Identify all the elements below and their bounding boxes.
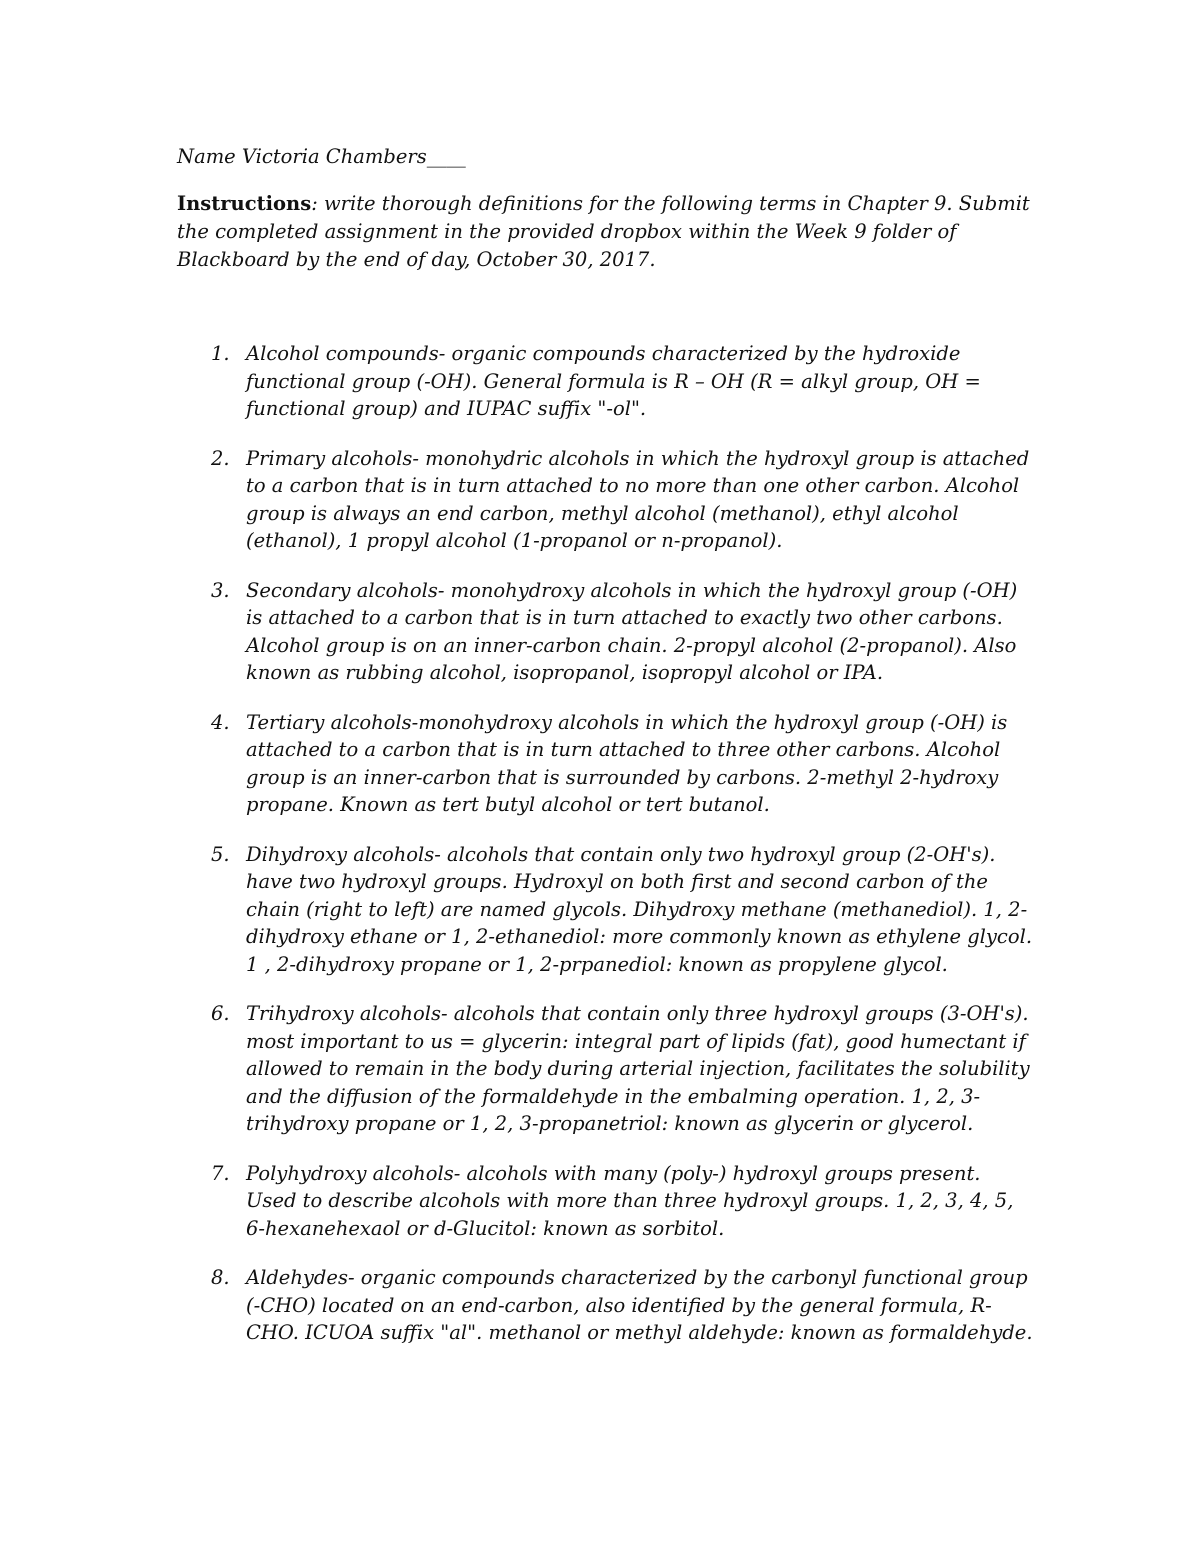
definition-item	[0, 1160, 1036, 1243]
definition-text: Trihydroxy alcohols- alcohols that contain only three hydroxyl groups (3-OH's). most important to us = glycerin: integral part of lipids (fat), good humectant if allowed to remain in the body during arterial injection, facilitates the solubility and the diffusion of the formaldehyde in the embalming operation. 1, 2, 3-trihydroxy propane or 1, 2, 3-propanetriol: known as glycerin or glycerol.	[246, 1002, 1030, 1135]
definition-item	[0, 445, 1036, 555]
definitions-list	[0, 340, 1200, 1369]
student-name-line: Name Victoria Chambers____	[177, 145, 466, 168]
definition-text: Alcohol compounds- organic compounds characterized by the hydroxide functional group (-OH). General formula is R – OH (R = alkyl group, OH = functional group) and IUPAC suffix "-ol".	[246, 342, 981, 420]
definition-item	[0, 709, 1036, 819]
definition-number: 5.	[211, 842, 230, 866]
definition-text: Polyhydroxy alcohols- alcohols with many (poly-) hydroxyl groups present. Used to describe alcohols with more than three hydroxyl groups. 1, 2, 3, 4, 5, 6-hexanehexaol or d-Glucitol: known as sorbitol.	[246, 1161, 1014, 1240]
definition-text: Secondary alcohols- monohydroxy alcohols in which the hydroxyl group (-OH) is attached to a carbon that is in turn attached to exactly two other carbons. Alcohol group is on an inner-carbon chain. 2-propyl alcohol (2-propanol). Also known as rubbing alcohol, isopropanol, isopropyl alcohol or IPA.	[246, 578, 1018, 684]
instructions-label: Instructions	[177, 192, 312, 215]
definition-number: 1.	[211, 342, 230, 365]
definition-item	[0, 340, 1036, 423]
definition-text: Dihydroxy alcohols- alcohols that contain only two hydroxyl group (2-OH's). have two hydroxyl groups. Hydroxyl on both first and second carbon of the chain (right to left) are named glycols. Dihydroxy methane (methanediol). 1, 2-dihydroxy ethane or 1, 2-ethanediol: more commonly known as ethylene glycol. 1 , 2-dihydroxy propane or 1, 2-prpanediol: known as propylene glycol.	[246, 842, 1033, 976]
instructions-paragraph	[177, 190, 1037, 274]
definition-item	[0, 841, 1036, 979]
definition-number: 8.	[211, 1266, 230, 1289]
definition-number: 2.	[211, 446, 230, 470]
definition-text: Aldehydes- organic compounds characterized by the carbonyl functional group (-CHO) located on an end-carbon, also identified by the general formula, R-CHO. ICUOA suffix "al". methanol or methyl aldehyde: known as formaldehyde.	[246, 1266, 1033, 1344]
definition-number: 7.	[211, 1161, 230, 1185]
definition-item	[0, 1264, 1036, 1347]
definition-number: 6.	[211, 1002, 230, 1025]
instructions-text: : write thorough definitions for the following terms in Chapter 9. Submit the completed assignment in the provided dropbox within the Week 9 folder of Blackboard by the end of day, October 30, 2017.	[177, 192, 1030, 271]
definition-number: 4.	[211, 710, 230, 734]
definition-text: Tertiary alcohols-monohydroxy alcohols in which the hydroxyl group (-OH) is attached to a carbon that is in turn attached to three other carbons. Alcohol group is an inner-carbon that is surrounded by carbons. 2-methyl 2-hydroxy propane. Known as tert butyl alcohol or tert butanol.	[246, 710, 1008, 816]
definition-text: Primary alcohols- monohydric alcohols in which the hydroxyl group is attached to a carbon that is in turn attached to no more than one other carbon. Alcohol group is always an end carbon, methyl alcohol (methanol), ethyl alcohol (ethanol), 1 propyl alcohol (1-propanol or n-propanol).	[246, 446, 1030, 552]
definition-number: 3.	[211, 578, 230, 602]
definition-item	[0, 1000, 1036, 1138]
definition-item	[0, 577, 1036, 687]
